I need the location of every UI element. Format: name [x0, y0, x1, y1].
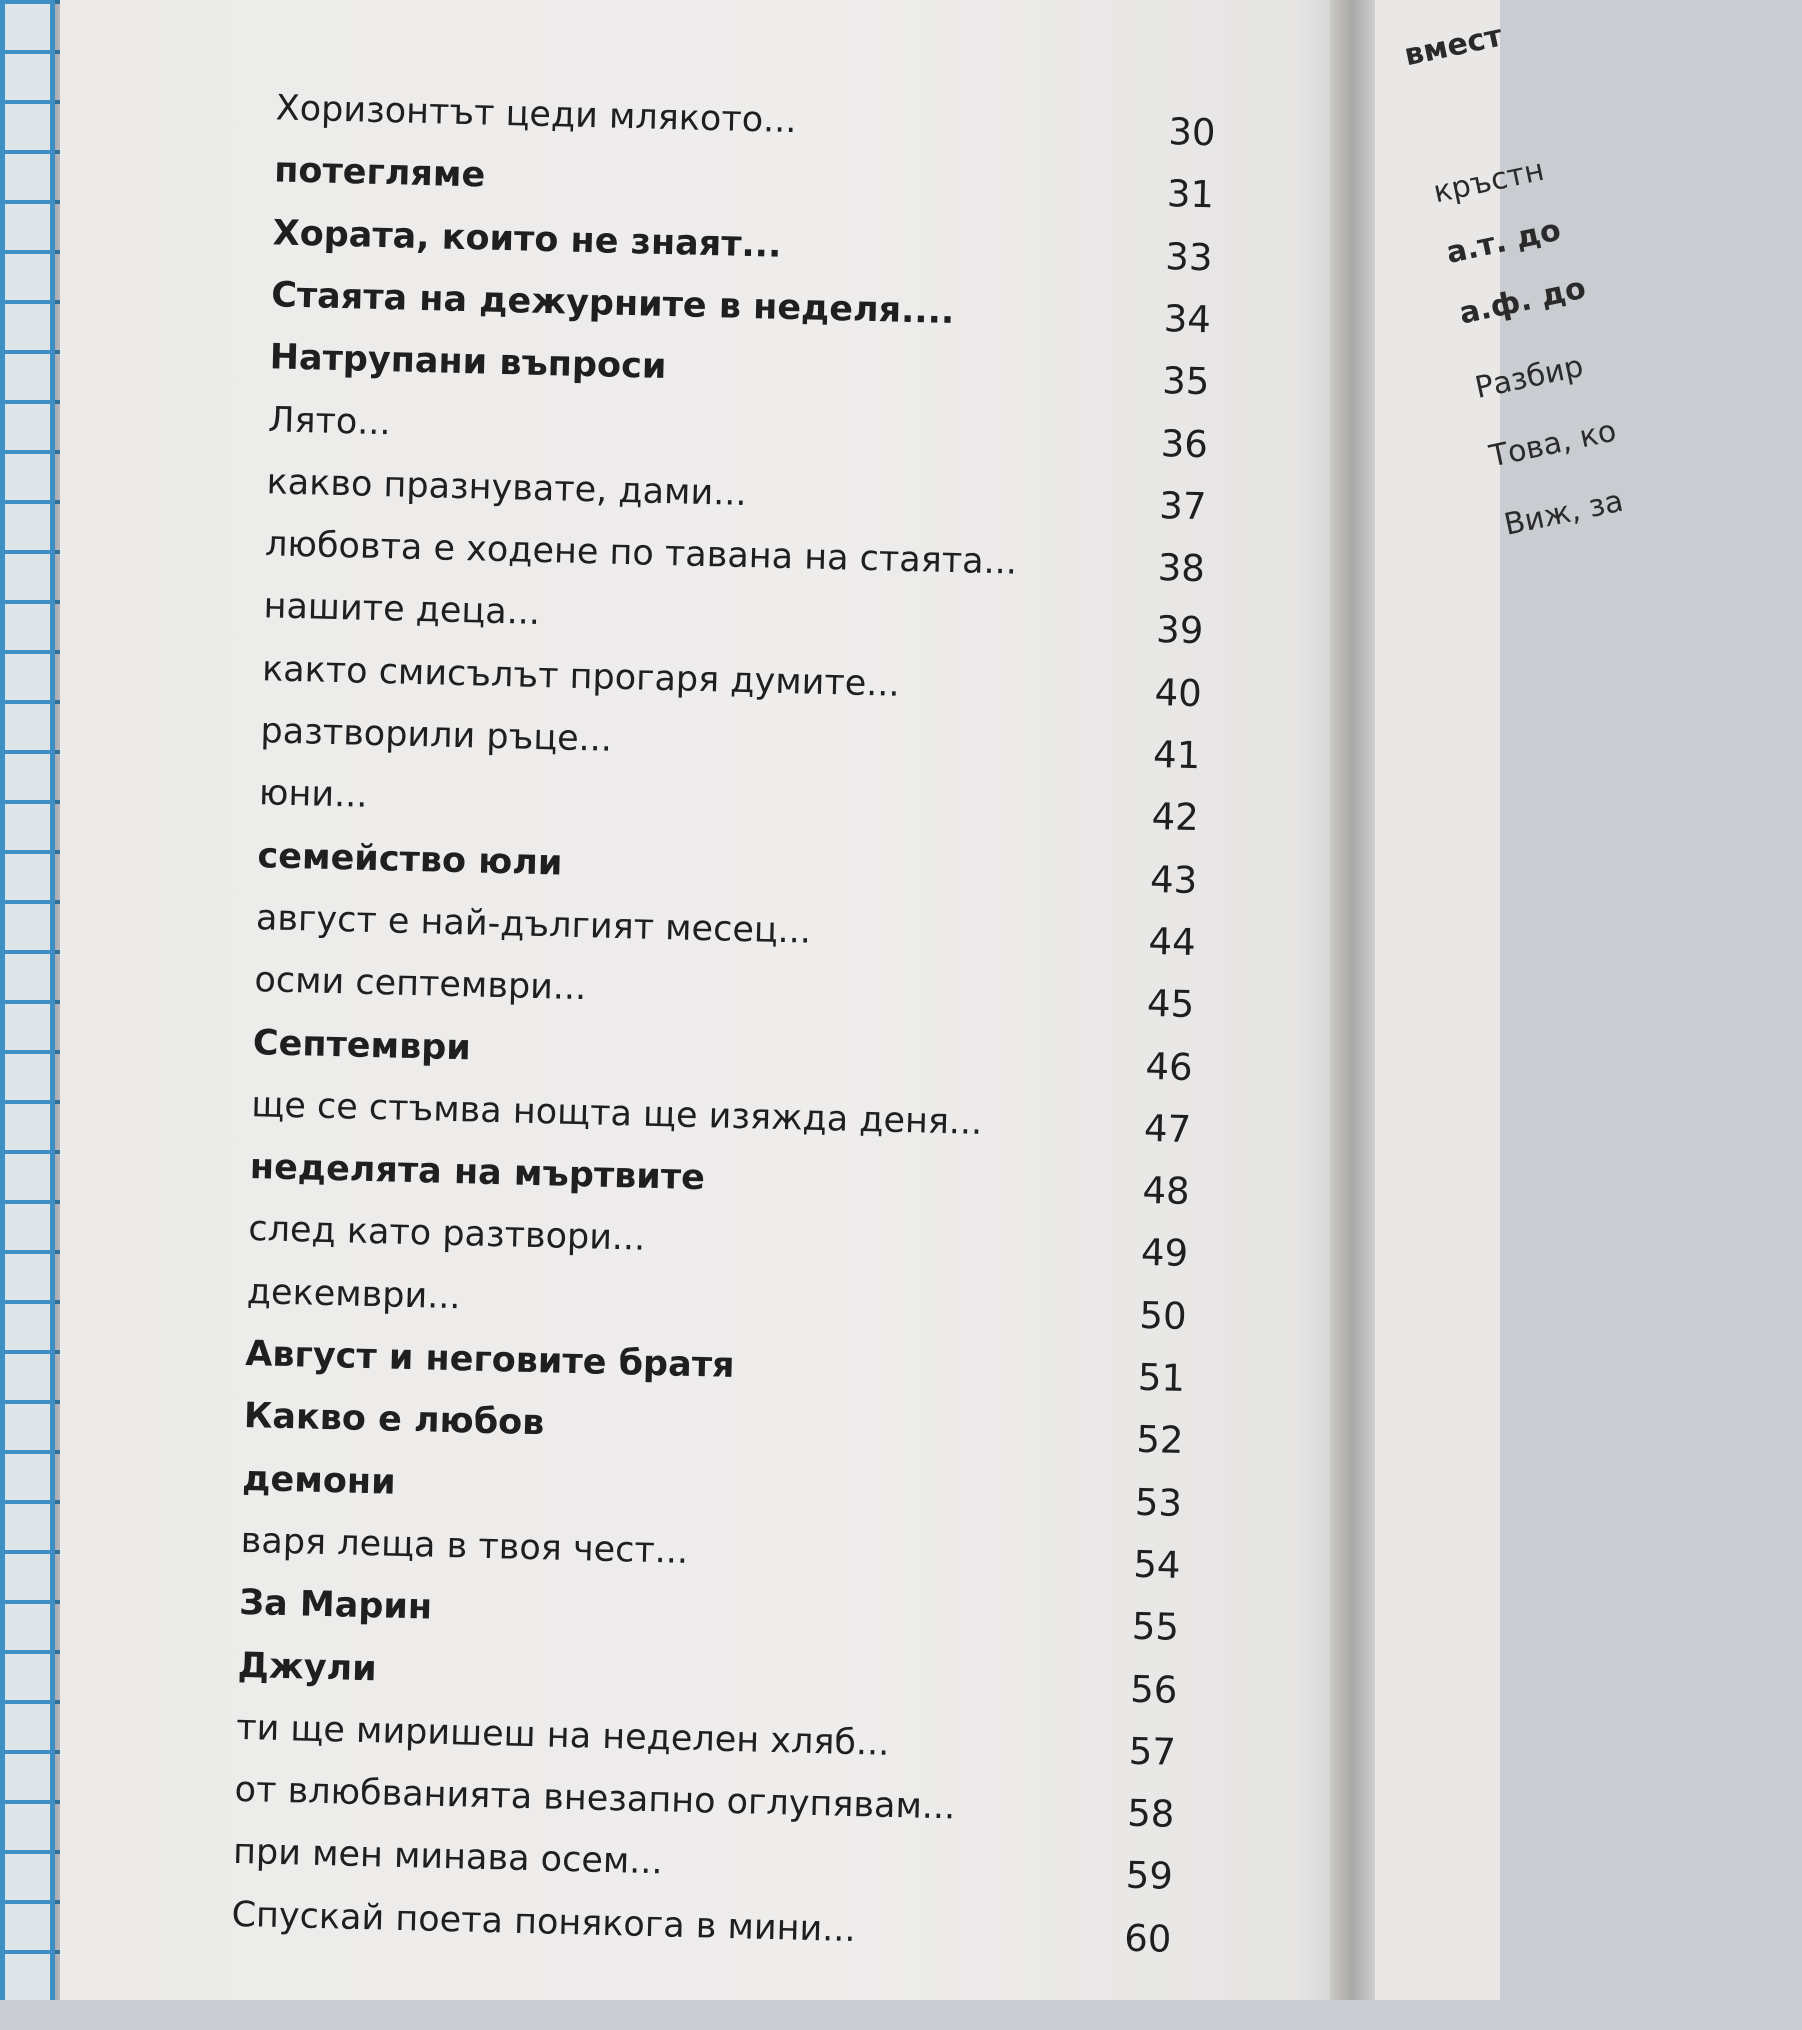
toc-entry-page-number: 41: [1152, 732, 1201, 778]
toc-entry: [263, 587, 1204, 660]
toc-entry-page-number: 58: [1126, 1791, 1175, 1836]
facing-page-line: а.ф. до: [1456, 270, 1589, 332]
toc-entry-title: ще се стъмва нощта ще изяжда деня...: [250, 1084, 983, 1143]
toc-entry-page-number: 39: [1155, 608, 1204, 653]
toc-entry: [242, 1459, 1183, 1532]
toc-entry-page-number: 50: [1138, 1293, 1188, 1338]
toc-entry: [266, 462, 1207, 535]
toc-entry-page-number: 57: [1128, 1729, 1177, 1774]
toc-entry-page-number: 44: [1148, 919, 1197, 964]
facing-page-line: Разбир: [1472, 348, 1587, 406]
toc-entry: [272, 213, 1213, 286]
toc-entry: [237, 1645, 1178, 1718]
toc-entry-title: Джули: [237, 1645, 378, 1689]
toc-entry-title: Спускай поета понякога в мини...: [231, 1894, 857, 1950]
toc-entry-title: август е най-дългият месец...: [255, 898, 812, 952]
toc-entry: [274, 151, 1215, 224]
toc-entry: [251, 1085, 1192, 1158]
toc-entry-page-number: 40: [1154, 670, 1203, 715]
toc-entry-title: разтворили ръце...: [260, 711, 613, 760]
toc-entry-page-number: 31: [1166, 172, 1215, 217]
toc-entry-title: ти ще миришеш на неделен хляб...: [235, 1707, 890, 1764]
toc-entry-page-number: 35: [1161, 359, 1210, 404]
toc-entry-page-number: 42: [1151, 795, 1200, 840]
toc-entry-page-number: 37: [1158, 483, 1207, 529]
toc-entry-page-number: 60: [1123, 1916, 1172, 1961]
toc-entry-title: Хоризонтът цеди млякото...: [275, 88, 798, 142]
toc-entry-page-number: 52: [1135, 1418, 1185, 1463]
toc-entry-page-number: 45: [1146, 982, 1195, 1027]
toc-entry: [258, 773, 1199, 846]
toc-entry-page-number: 34: [1163, 297, 1212, 342]
facing-page-line: а.т. до: [1443, 212, 1564, 271]
toc-entry: [252, 1023, 1193, 1096]
toc-entry: [239, 1583, 1180, 1656]
toc-entry: [257, 836, 1198, 909]
toc-entry-title: при мен минава осем...: [232, 1832, 664, 1883]
toc-entry-title: декември...: [246, 1271, 462, 1317]
toc-entry-page-number: 48: [1141, 1168, 1191, 1214]
toc-entry: [249, 1147, 1190, 1220]
toc-entry-title: За Марин: [238, 1583, 433, 1628]
toc-entry: [246, 1272, 1187, 1345]
toc-entry: [240, 1521, 1181, 1594]
toc-entry-page-number: 53: [1134, 1480, 1183, 1525]
toc-entry: [270, 275, 1211, 348]
toc-entry-page-number: 55: [1131, 1604, 1180, 1650]
facing-page-line: Това, ко: [1486, 413, 1620, 475]
toc-entry-page-number: 59: [1125, 1854, 1174, 1899]
toc-entry-page-number: 30: [1167, 110, 1217, 155]
toc-entry-page-number: 51: [1137, 1355, 1186, 1400]
toc-entry: [234, 1770, 1175, 1843]
toc-entry-title: любовта е ходене по тавана на стаята...: [264, 524, 1018, 583]
toc-entry: [255, 898, 1196, 971]
toc-entry-title: от влюбванията внезапно оглупявам...: [234, 1769, 956, 1828]
toc-entry-title: Септември: [252, 1022, 472, 1068]
toc-entry-page-number: 56: [1129, 1667, 1178, 1712]
toc-entry-title: потегляме: [273, 150, 486, 196]
toc-entry: [261, 649, 1202, 722]
toc-entry-page-number: 38: [1157, 546, 1206, 591]
toc-entry-title: Лято...: [267, 399, 392, 443]
toc-entry-title: Хората, които не знаят...: [272, 212, 782, 266]
toc-entry-title: Натрупани въпроси: [269, 337, 667, 388]
toc-entry: [231, 1895, 1172, 1968]
toc-entry-title: Стаята на дежурните в неделя....: [270, 275, 955, 332]
toc-entry-title: Август и неговите братя: [244, 1333, 735, 1386]
toc-entry: [260, 711, 1201, 784]
toc-entry-page-number: 33: [1164, 234, 1213, 279]
toc-entry-page-number: 36: [1160, 421, 1209, 466]
toc-entry-title: Какво е любов: [243, 1396, 545, 1444]
toc-entry: [243, 1396, 1184, 1469]
toc-entry: [267, 400, 1208, 473]
toc-entry-title: демони: [241, 1458, 397, 1503]
toc-entry: [248, 1209, 1189, 1282]
toc-entry-title: семейство юли: [257, 835, 563, 884]
facing-page-line: вмест: [1401, 18, 1506, 74]
toc-entry-title: след като разтвори...: [247, 1209, 646, 1260]
toc-entry-title: какво празнувате, дами...: [266, 462, 748, 514]
toc-entry-title: неделята на мъртвите: [249, 1147, 706, 1199]
toc-entry: [245, 1334, 1186, 1407]
facing-page-line: Виж, за: [1501, 483, 1627, 543]
toc-entry-page-number: 47: [1143, 1106, 1192, 1151]
toc-entry: [254, 960, 1195, 1033]
toc-entry-title: както смисълът прогаря думите...: [261, 648, 901, 705]
toc-entry: [269, 337, 1210, 410]
toc-entry: [275, 88, 1216, 161]
toc-entry-title: юни...: [258, 773, 368, 817]
toc-entry-page-number: 49: [1140, 1231, 1189, 1276]
toc-entry-title: осми септември...: [253, 960, 587, 1009]
toc-entry-page-number: 43: [1149, 857, 1198, 902]
toc-entry-title: варя леща в твоя чест...: [240, 1520, 689, 1572]
facing-page-line: кръстн: [1430, 152, 1548, 211]
toc-entry: [264, 524, 1205, 597]
toc-entry-page-number: 46: [1145, 1044, 1194, 1089]
toc-entry-page-number: 54: [1132, 1542, 1181, 1587]
toc-entry-title: нашите деца...: [263, 586, 541, 634]
toc-entry: [235, 1708, 1176, 1781]
toc-entry: [232, 1832, 1173, 1905]
